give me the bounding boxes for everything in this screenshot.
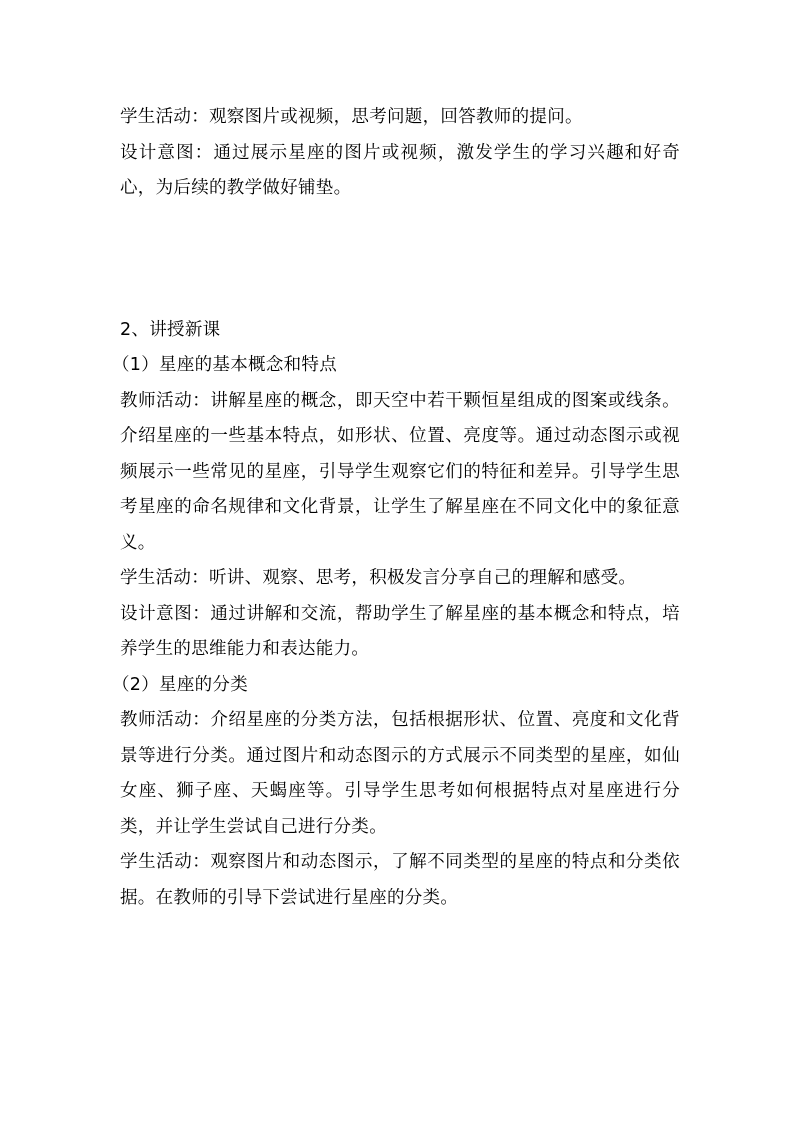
part1-design-intent: 设计意图：通过讲解和交流，帮助学生了解星座的基本概念和特点，培养学生的思维能力和表达能力。 bbox=[120, 603, 680, 659]
document-body bbox=[112, 100, 680, 916]
section-gap bbox=[120, 207, 680, 313]
subheading-classification: （2）星座的分类 bbox=[112, 674, 249, 695]
intro-student-activity: 学生活动：观察图片或视频，思考问题，回答教师的提问。 bbox=[120, 107, 583, 127]
part2-student-activity: 学生活动：观察图片和动态图示，了解不同类型的星座的特点和分类依据。在教师的引导下尝试进行星座的分类。 bbox=[120, 852, 680, 908]
part1-student-activity: 学生活动：听讲、观察、思考，积极发言分享自己的理解和感受。 bbox=[120, 568, 637, 588]
part1-teacher-activity: 教师活动：讲解星座的概念，即天空中若干颗恒星组成的图案或线条。介绍星座的一些基本特点，如形状、位置、亮度等。通过动态图示或视频展示一些常见的星座，引导学生观察它们的特征和差异。引导学生思考星座的命名规律和文化背景，让学生了解星座在不同文化中的象征意义。 bbox=[120, 390, 680, 553]
subheading-basic-concepts: （1）星座的基本概念和特点 bbox=[112, 355, 338, 375]
part2-teacher-activity: 教师活动：介绍星座的分类方法，包括根据形状、位置、亮度和文化背景等进行分类。通过图片和动态图示的方式展示不同类型的星座，如仙女座、狮子座、天蝎座等。引导学生思考如何根据特点对星座进行分类，并让学生尝试自己进行分类。 bbox=[120, 710, 680, 837]
intro-design-intent: 设计意图：通过展示星座的图片或视频，激发学生的学习兴趣和好奇心，为后续的教学做好铺垫。 bbox=[120, 142, 680, 198]
section-heading: 2、讲授新课 bbox=[120, 319, 221, 340]
